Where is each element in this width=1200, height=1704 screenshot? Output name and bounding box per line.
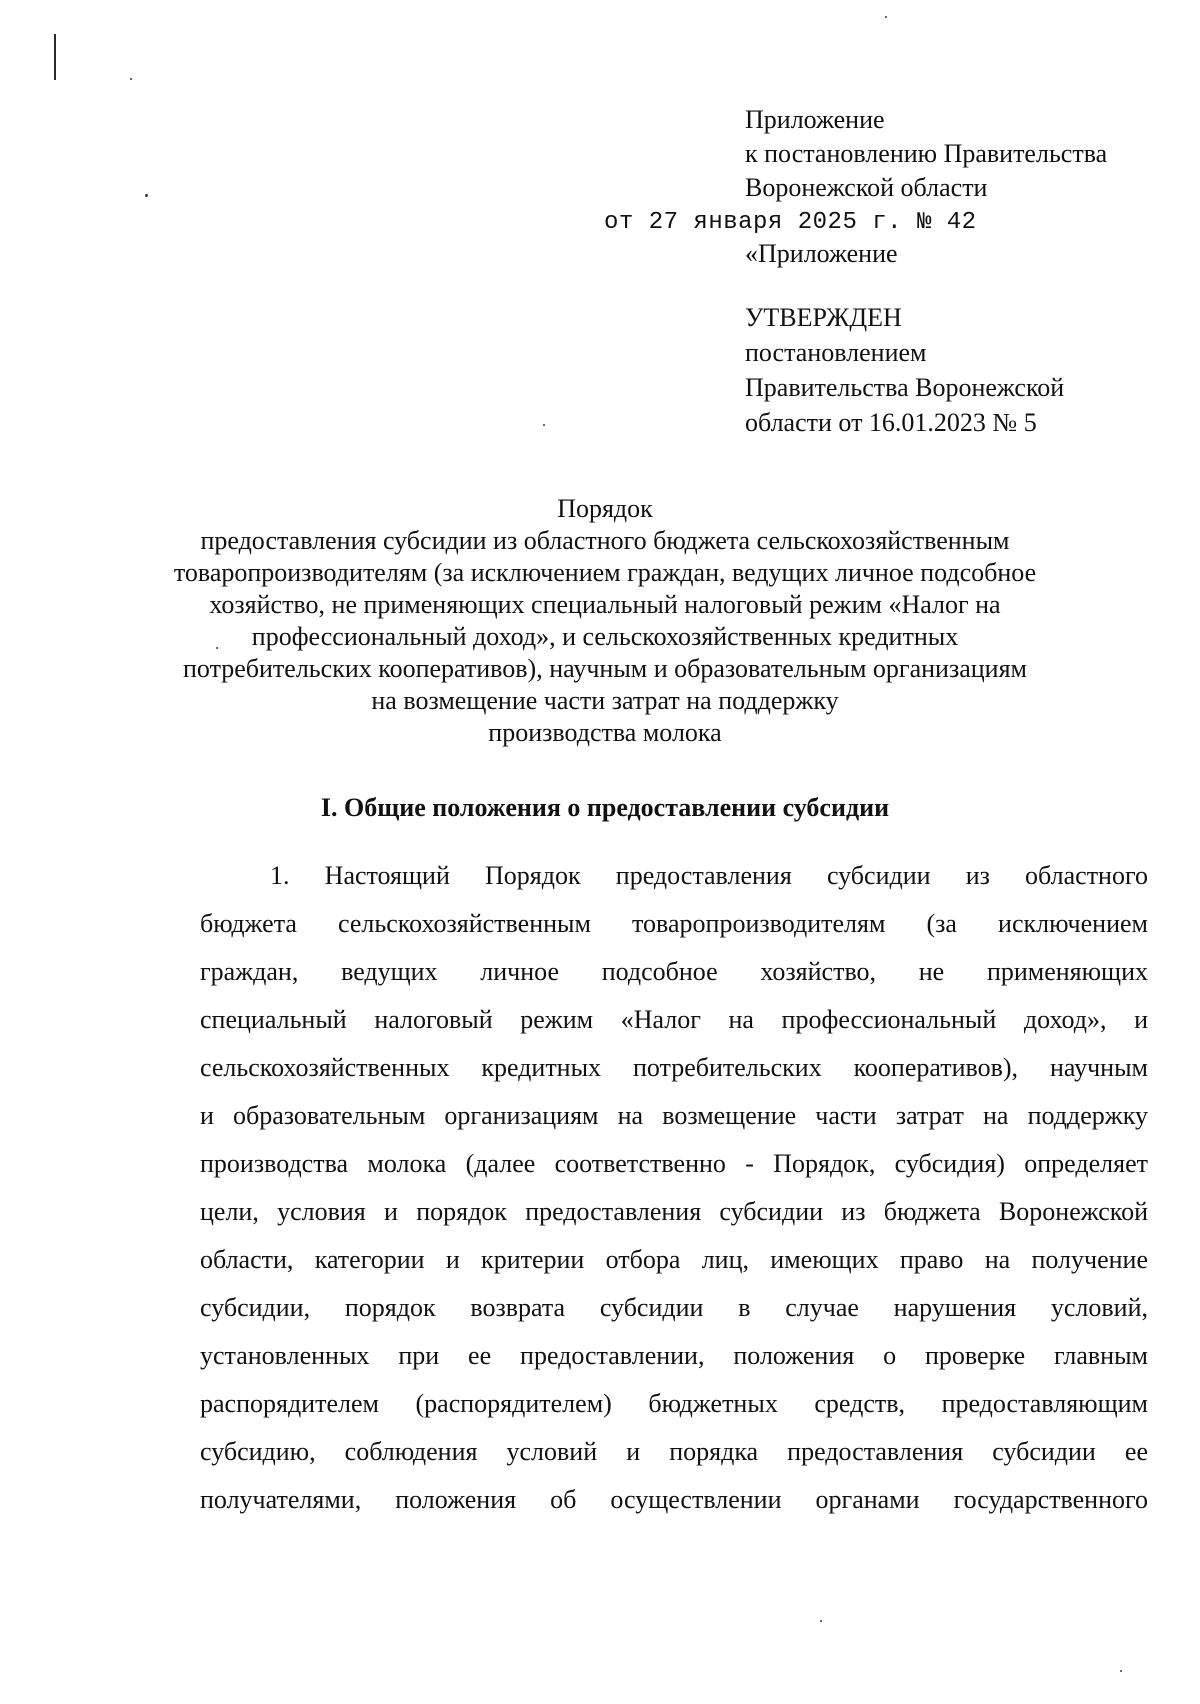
approved-line: постановлением bbox=[745, 338, 927, 367]
decree-date-number: от 27 января 2025 г. № 42 bbox=[604, 209, 977, 236]
scan-speck bbox=[820, 1620, 822, 1622]
header-line: Приложение bbox=[745, 105, 885, 134]
title-line: на возмещение части затрат на поддержку bbox=[371, 686, 839, 715]
scan-speck bbox=[885, 16, 887, 18]
scan-speck bbox=[145, 194, 148, 197]
paragraph-line: и образовательным организациям на возмещение части затрат на поддержку bbox=[200, 1101, 1148, 1130]
paragraph-line: субсидию, соблюдения условий и порядка предоставления субсидии ее bbox=[200, 1437, 1148, 1466]
paragraph-line: получателями, положения об осуществлении органами государственного bbox=[200, 1485, 1148, 1514]
title-line: потребительских кооперативов), научным и образовательным организациям bbox=[183, 654, 1027, 683]
header-line: к постановлению Правительства bbox=[745, 139, 1108, 168]
title-line: Порядок bbox=[557, 494, 653, 523]
paragraph-line: 1. Настоящий Порядок предоставления субсидии из областного bbox=[270, 861, 1148, 890]
paragraph-line: сельскохозяйственных кредитных потребительских кооперативов), научным bbox=[200, 1053, 1148, 1082]
paragraph-line: бюджета сельскохозяйственным товаропроизводителям (за исключением bbox=[200, 909, 1148, 938]
paragraph-line: граждан, ведущих личное подсобное хозяйство, не применяющих bbox=[200, 957, 1148, 986]
title-line: профессиональный доход», и сельскохозяйственных кредитных bbox=[251, 622, 959, 651]
paragraph-line: цели, условия и порядок предоставления субсидии из бюджета Воронежской bbox=[200, 1197, 1148, 1226]
approved-line: УТВЕРЖДЕН bbox=[745, 303, 902, 332]
title-line: хозяйство, не применяющих специальный налоговый режим «Налог на bbox=[209, 590, 1001, 619]
title-line: предоставления субсидии из областного бюджета сельскохозяйственным bbox=[200, 526, 1010, 555]
approved-block bbox=[745, 300, 1175, 440]
header-line: Воронежской области bbox=[745, 173, 988, 202]
attachment-label: «Приложение bbox=[745, 239, 898, 268]
paragraph bbox=[200, 852, 1148, 1524]
paragraph-line: области, категории и критерии отбора лиц, имеющих право на получение bbox=[200, 1245, 1148, 1274]
scan-speck bbox=[130, 78, 132, 80]
approved-line: Правительства Воронежской bbox=[745, 373, 1065, 402]
document-title bbox=[160, 493, 1050, 749]
paragraph-line: установленных при ее предоставлении, положения о проверке главным bbox=[200, 1341, 1148, 1370]
attachment-header bbox=[745, 103, 1175, 205]
paragraph-line: распорядителем (распорядителем) бюджетных средств, предоставляющим bbox=[200, 1389, 1148, 1418]
paragraph-line: специальный налоговый режим «Налог на профессиональный доход», и bbox=[200, 1005, 1148, 1034]
paragraph-line: производства молока (далее соответственно - Порядок, субсидия) определяет bbox=[200, 1149, 1148, 1178]
scan-speck bbox=[543, 424, 545, 426]
section-heading: I. Общие положения о предоставлении субсидии bbox=[320, 793, 890, 822]
approved-line: области от 16.01.2023 № 5 bbox=[745, 408, 1037, 437]
paragraph-line: субсидии, порядок возврата субсидии в случае нарушения условий, bbox=[200, 1293, 1148, 1322]
scan-margin-mark bbox=[54, 34, 56, 80]
title-line: товаропроизводителям (за исключением граждан, ведущих личное подсобное bbox=[173, 558, 1037, 587]
scan-speck bbox=[1120, 1670, 1122, 1672]
title-line: производства молока bbox=[488, 718, 722, 747]
